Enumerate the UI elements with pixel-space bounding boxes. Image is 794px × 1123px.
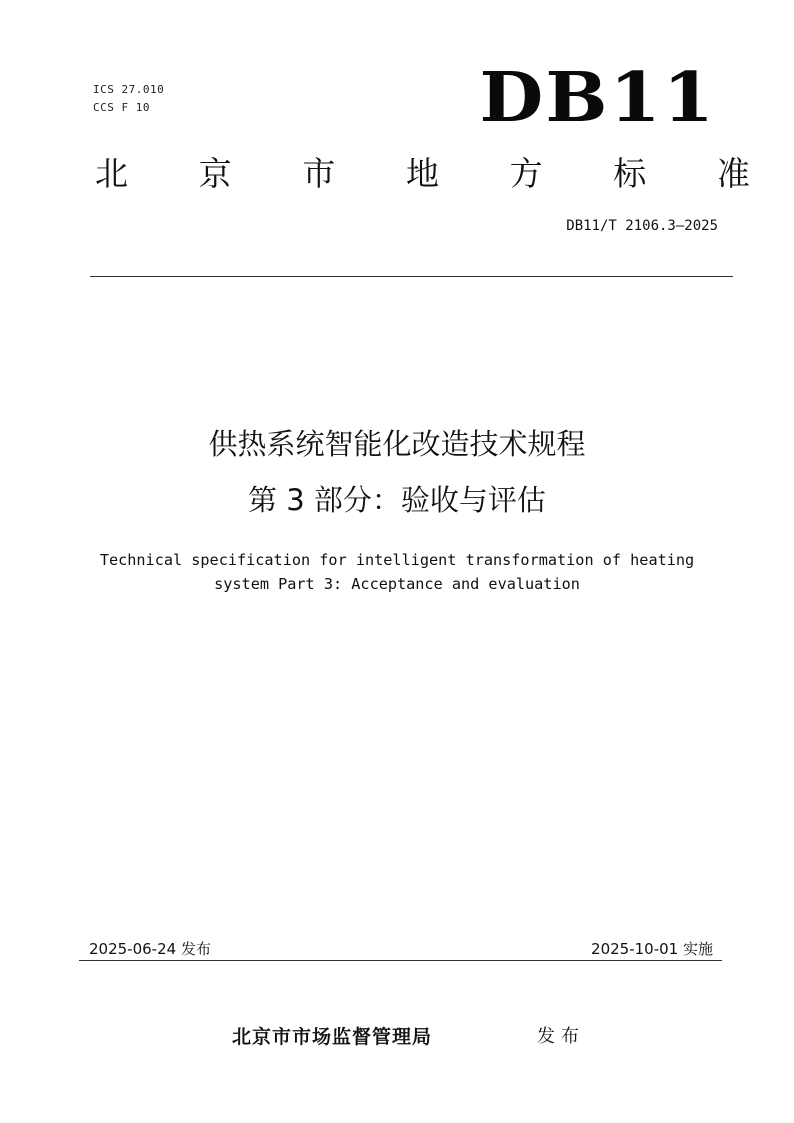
standard-type-char: 北	[95, 154, 128, 193]
db11-logo: DB11	[479, 58, 716, 138]
implement-date: 2025-10-01 实施	[591, 940, 713, 958]
ccs-code: CCS F 10	[93, 101, 150, 114]
title-en-line1: Technical specification for intelligent transformation of heating	[99, 551, 695, 569]
standard-type-char: 准	[716, 154, 750, 193]
standard-type-char: 京	[198, 154, 232, 193]
title-en-line2: system Part 3: Acceptance and evaluation	[214, 575, 580, 593]
issuer-name: 北京市市场监督管理局	[232, 1026, 433, 1048]
publish-date: 2025-06-24 发布	[89, 940, 211, 958]
header-divider	[90, 276, 733, 277]
title-zh-line1: 供热系统智能化改造技术规程	[208, 427, 586, 461]
footer-divider	[79, 960, 722, 961]
standard-type-char: 地	[405, 154, 439, 193]
standard-code: DB11/T 2106.3—2025	[566, 218, 718, 234]
standard-type-char: 方	[509, 154, 543, 193]
standard-type-heading	[95, 154, 750, 194]
ics-code: ICS 27.010	[93, 83, 165, 96]
standard-type-char: 标	[613, 154, 647, 193]
issuer-action: 发布	[537, 1026, 585, 1047]
standard-type-char: 市	[302, 154, 336, 193]
title-zh-line2: 第 3 部分：验收与评估	[248, 483, 546, 517]
